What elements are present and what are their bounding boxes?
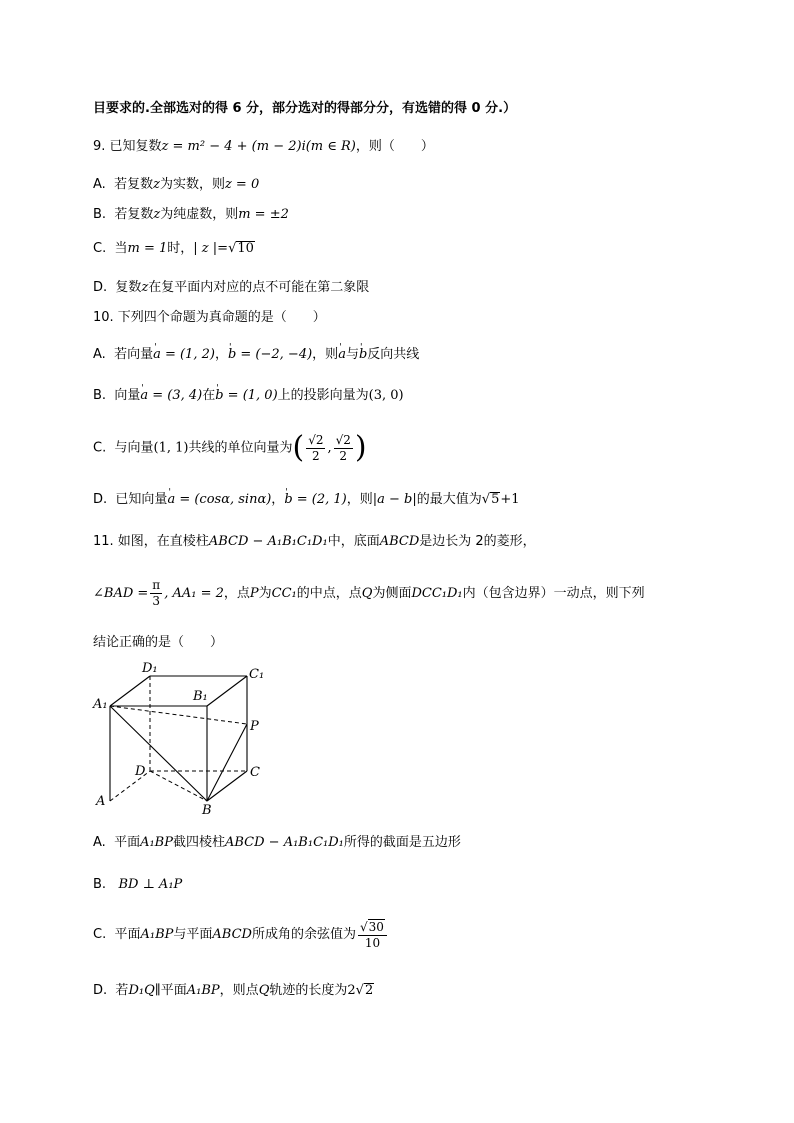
fraction (306, 433, 325, 464)
option-text: ， (271, 492, 285, 507)
label-a: A (96, 794, 106, 809)
option-text: 上的投影向量为 (277, 388, 369, 403)
sqrt-radicand: 5 (491, 492, 500, 507)
option-label: C. (93, 927, 107, 942)
q10-option-d: D. 已知向量' a = (cosα, sinα)，' b = (2, 1)，则|a − b|的最大值为√5+1 (93, 491, 520, 509)
option-text: 平面 (114, 835, 141, 850)
label-d: D (135, 764, 146, 779)
fraction-numerator: √2 (308, 432, 324, 447)
prism-figure (90, 658, 280, 818)
vector-b-def: ' b = (2, 1) (284, 492, 346, 507)
vector-a-def: ' a = (3, 4) (140, 388, 202, 403)
edge-b-c (207, 771, 247, 801)
option-text: 截四棱柱 (172, 835, 225, 850)
fraction-denominator: 10 (364, 935, 381, 950)
q11-option-d: D. 若D₁Q∥平面A₁BP，则点Q轨迹的长度为2√2 (93, 983, 374, 998)
option-text: 若复数 (114, 177, 154, 192)
plane-a1bp: A₁BP (186, 983, 220, 998)
option-formula: | z |= (193, 241, 229, 256)
fraction (334, 433, 353, 464)
option-text: 向量 (114, 388, 141, 403)
q9-option-a (93, 176, 259, 194)
label-p: P (250, 719, 259, 734)
option-text: 若向量 (114, 347, 154, 362)
vector-a-def: ' a = (cosα, sinα) (167, 492, 271, 507)
label-b: B (202, 803, 212, 818)
option-label: D. (93, 983, 108, 998)
option-text: 与平面 (173, 927, 213, 942)
base-name: ABCD (379, 534, 420, 549)
option-text: 已知向量 (115, 492, 168, 507)
label-d1: D₁ (142, 661, 158, 676)
var-z: z (153, 177, 160, 192)
option-label: D. (93, 492, 108, 507)
option-label: B. (93, 388, 107, 403)
option-label: D. (93, 280, 108, 295)
face-dcc1d1: DCC₁D₁ (411, 586, 463, 601)
option-text: 若 (115, 983, 129, 998)
label-c1: C₁ (249, 667, 265, 682)
fraction-denominator: 3 (152, 594, 161, 608)
plane-a1bp: A₁BP (140, 835, 173, 850)
q10-option-b (93, 387, 404, 405)
option-text: 在 (202, 388, 216, 403)
label-c: C (250, 765, 260, 780)
option-text: 在复平面内对应的点不可能在第二象限 (148, 280, 370, 295)
option-formula: BD ⊥ A₁P (118, 877, 183, 892)
q9-stem-formula: z = m² − 4 + (m − 2)i(m ∈ R) (161, 139, 356, 154)
option-text: 所得的截面是五边形 (343, 835, 461, 850)
option-text: 时， (167, 241, 194, 256)
option-formula: m = 1 (127, 241, 168, 256)
option-text: 若复数 (114, 207, 154, 222)
option-text: ，则 (346, 492, 373, 507)
q11-option-a (93, 834, 461, 852)
edge-a1-d1 (110, 676, 150, 706)
q9-option-c: C. 当m = 1时，| z |=√10 (93, 241, 254, 256)
segment-a1-p-hidden (110, 706, 247, 724)
fraction-denominator: 2 (312, 448, 320, 463)
var-z: z (153, 207, 161, 222)
vector-b-def: ' b = (1, 0) (215, 388, 277, 403)
section-instruction: 目要求的.全部选对的得 6 分，部分选对的得部分分，有选错的得 0 分.） (93, 101, 517, 116)
option-text: ，则 (312, 347, 339, 362)
option-text: 平面 (160, 983, 187, 998)
sqrt-radicand: 30 (368, 919, 384, 934)
option-text: 的最大值为 (416, 492, 482, 507)
option-label: B. (93, 877, 107, 892)
vector-a-def: ' a = (1, 2) (153, 347, 215, 362)
q9-stem-suffix: ，则（ ） (355, 139, 434, 154)
option-text: 为纯虚数，则 (160, 207, 239, 222)
vector-b-def: ' b = (−2, −4) (228, 347, 312, 362)
stem-text: 的中点，点 (296, 586, 362, 601)
stem-text: 为侧面 (372, 586, 412, 601)
option-text: 与 (345, 347, 359, 362)
sqrt-radicand: 2 (364, 983, 374, 998)
option-text: 共线的单位向量为 (188, 440, 293, 456)
prism-name: ABCD − A₁B₁C₁D₁ (208, 534, 328, 549)
fraction-numerator: √2 (335, 432, 351, 447)
segment-b-p (207, 724, 247, 801)
option-label: A. (93, 835, 106, 850)
option-text: ， (214, 347, 228, 362)
parallel-symbol: ∥ (154, 983, 161, 998)
vector-a: ' a (338, 347, 346, 362)
point-q: Q (258, 983, 270, 998)
q10-option-c: C. 与向量(1, 1)共线的单位向量为( $\frac{√2}{2}$ , $\frac{√2}{2}$ ) (93, 430, 367, 465)
edge-b1-c1 (207, 676, 247, 706)
point-q: Q (361, 586, 373, 601)
option-text: 所成角的余弦值为 (251, 927, 356, 942)
stem-text: ，点 (223, 586, 250, 601)
sqrt-radicand: 10 (237, 241, 254, 256)
stem-text: 中，底面 (327, 534, 380, 549)
q11-stem-line2 (93, 574, 645, 614)
option-text: 当 (114, 241, 128, 256)
plus-one: +1 (500, 492, 520, 507)
vector-b: ' b (359, 347, 367, 362)
aa1-length: , AA₁ = 2 (164, 586, 224, 601)
stem-text: 11. 如图，在直棱柱 (93, 534, 209, 549)
option-formula: m = ±2 (238, 207, 289, 222)
stem-text: 是边长为 2的菱形， (419, 534, 536, 549)
q9-stem (93, 138, 434, 156)
fraction-pi-3 (150, 578, 162, 609)
label-b1: B₁ (193, 689, 208, 704)
vector-difference-norm: |a − b| (372, 492, 417, 507)
option-text: 反向共线 (367, 347, 420, 362)
q9-stem-prefix: 9. 已知复数 (93, 139, 162, 154)
q11-option-c (93, 915, 389, 955)
option-label: B. (93, 207, 107, 222)
option-label: A. (93, 177, 106, 192)
option-text: 与向量 (114, 440, 154, 456)
fraction-denominator: 2 (339, 448, 348, 463)
point-p: P (249, 586, 259, 601)
base-name: ABCD (212, 927, 252, 942)
option-label: A. (93, 347, 106, 362)
fraction-numerator: π (152, 578, 161, 592)
projection-vector: (3, 0) (368, 388, 404, 403)
label-a1: A₁ (93, 697, 108, 712)
coefficient: 2 (347, 983, 356, 998)
var-z: z (141, 280, 149, 295)
segment-a1-b (110, 706, 207, 801)
q11-stem-line1 (93, 533, 536, 551)
option-text: 平面 (114, 927, 141, 942)
q11-option-b (93, 876, 182, 894)
fraction-cosine (358, 919, 387, 951)
option-text: 轨迹的长度为 (269, 983, 348, 998)
q9-option-d (93, 279, 369, 297)
vector-1-1: (1, 1) (153, 440, 189, 456)
q11-stem-line3: 结论正确的是（ ） (93, 635, 224, 650)
edge-cc1: CC₁ (271, 586, 297, 601)
option-text: 为实数，则 (159, 177, 225, 192)
stem-text: 为 (258, 586, 272, 601)
prism-name: ABCD − A₁B₁C₁D₁ (225, 835, 344, 850)
option-label: C. (93, 440, 107, 456)
angle-bad: ∠BAD = (93, 586, 149, 601)
stem-text: 内（包含边界）一动点，则下列 (462, 586, 645, 601)
option-label: C. (93, 241, 107, 256)
fraction-numerator: √30 (358, 919, 387, 936)
segment-d-b-hidden (150, 771, 207, 801)
q10-option-a (93, 346, 419, 364)
plane-a1bp: A₁BP (140, 927, 174, 942)
option-text: 复数 (115, 280, 142, 295)
option-formula: z = 0 (224, 177, 260, 192)
q9-option-b (93, 206, 289, 224)
option-text: ，则点 (219, 983, 259, 998)
segment-d1q: D₁Q (128, 983, 155, 998)
q10-stem: 10. 下列四个命题为真命题的是（ ） (93, 310, 326, 325)
